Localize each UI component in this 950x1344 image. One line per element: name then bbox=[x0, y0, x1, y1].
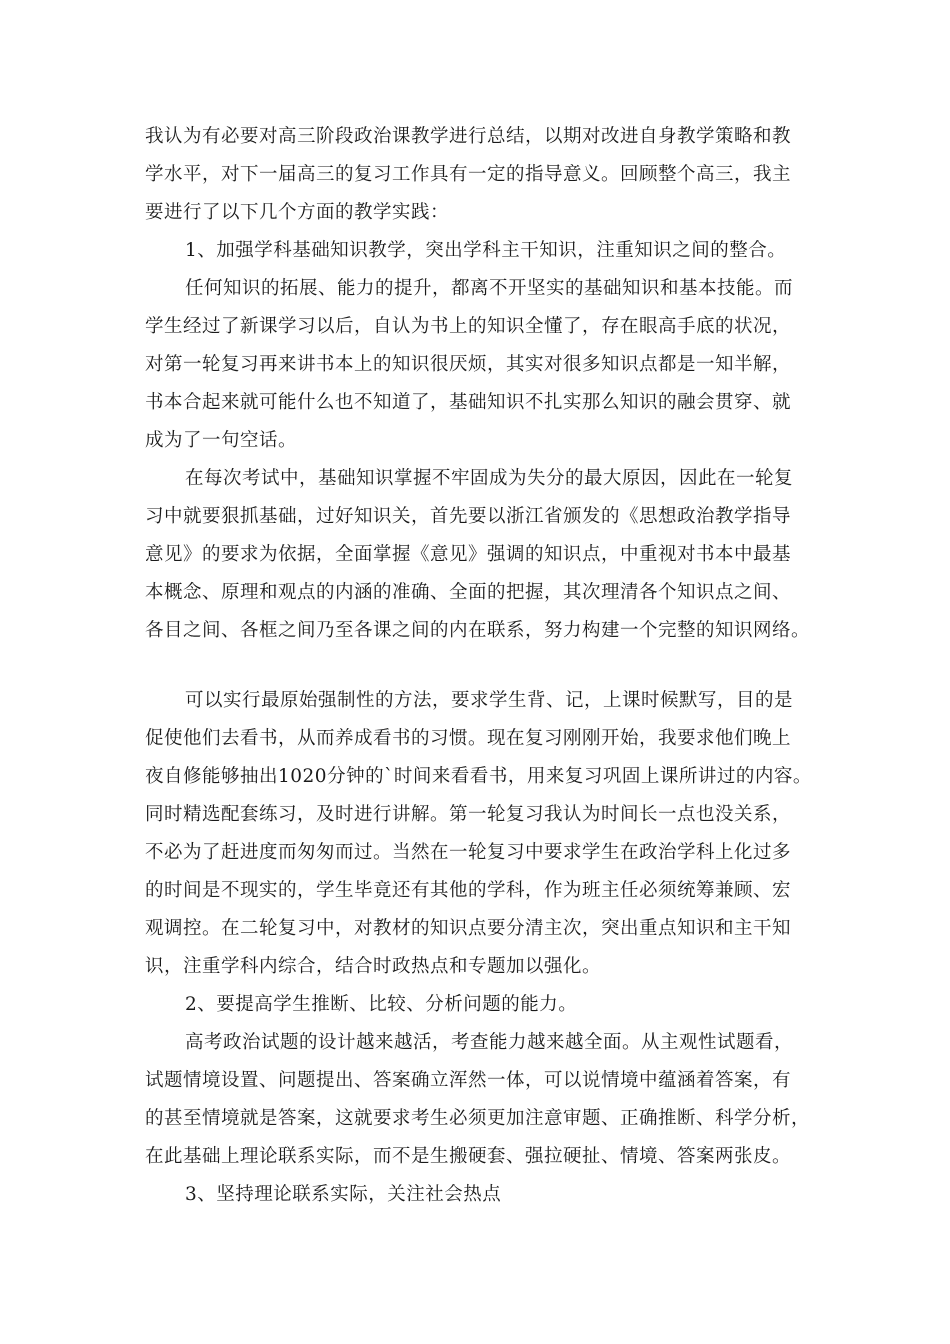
text-line: 的甚至情境就是答案，这就要求考生必须更加注意审题、正确推断、科学分析， bbox=[145, 1108, 811, 1129]
text-line: 夜自修能够抽出1020分钟的`时间来看看书，用来复习巩固上课所讲过的内容。 bbox=[145, 766, 812, 787]
text-line: 学生经过了新课学习以后，自认为书上的知识全懂了，存在眼高手底的状况， bbox=[145, 316, 792, 337]
text-line: 在每次考试中，基础知识掌握不牢固成为失分的最大原因，因此在一轮复 bbox=[185, 468, 794, 489]
text-line: 学水平，对下一届高三的复习工作具有一定的指导意义。回顾整个高三，我主 bbox=[145, 164, 792, 185]
text-line: 不必为了赶进度而匆匆而过。当然在一轮复习中要求学生在政治学科上化过多 bbox=[145, 842, 792, 863]
text-line: 本概念、原理和观点的内涵的准确、全面的把握，其次理清各个知识点之间、 bbox=[145, 582, 792, 603]
text-line: 的时间是不现实的，学生毕竟还有其他的学科，作为班主任必须统筹兼顾、宏 bbox=[145, 880, 792, 901]
text-line: 高考政治试题的设计越来越活，考查能力越来越全面。从主观性试题看， bbox=[185, 1032, 794, 1053]
text-line: 试题情境设置、问题提出、答案确立浑然一体，可以说情境中蕴涵着答案，有 bbox=[145, 1070, 792, 1091]
text-line: 意见》的要求为依据，全面掌握《意见》强调的知识点，中重视对书本中最基 bbox=[145, 544, 792, 565]
section-heading-1: 1、加强学科基础知识教学，突出学科主干知识，注重知识之间的整合。 bbox=[185, 240, 787, 261]
text-line: 识，注重学科内综合，结合时政热点和专题加以强化。 bbox=[145, 956, 602, 977]
text-line: 习中就要狠抓基础，过好知识关，首先要以浙江省颁发的《思想政治教学指导 bbox=[145, 506, 792, 527]
section-heading-3: 3、坚持理论联系实际，关注社会热点 bbox=[185, 1184, 502, 1205]
text-line: 可以实行最原始强制性的方法，要求学生背、记，上课时候默写，目的是 bbox=[185, 690, 794, 711]
text-line: 对第一轮复习再来讲书本上的知识很厌烦，其实对很多知识点都是一知半解， bbox=[145, 354, 792, 375]
text-line: 书本合起来就可能什么也不知道了，基础知识不扎实那么知识的融会贯穿、就 bbox=[145, 392, 792, 413]
text-line: 促使他们去看书，从而养成看书的习惯。现在复习刚刚开始，我要求他们晚上 bbox=[145, 728, 792, 749]
text-line: 我认为有必要对高三阶段政治课教学进行总结，以期对改进自身教学策略和教 bbox=[145, 126, 792, 147]
text-line: 观调控。在二轮复习中，对教材的知识点要分清主次，突出重点知识和主干知 bbox=[145, 918, 792, 939]
text-line: 同时精选配套练习，及时进行讲解。第一轮复习我认为时间长一点也没关系， bbox=[145, 804, 792, 825]
text-line: 要进行了以下几个方面的教学实践： bbox=[145, 202, 450, 223]
section-heading-2: 2、要提高学生推断、比较、分析问题的能力。 bbox=[185, 994, 578, 1015]
text-line: 任何知识的拓展、能力的提升，都离不开坚实的基础知识和基本技能。而 bbox=[185, 278, 794, 299]
text-line: 成为了一句空话。 bbox=[145, 430, 298, 451]
text-line: 在此基础上理论联系实际，而不是生搬硬套、强拉硬扯、情境、答案两张皮。 bbox=[145, 1146, 792, 1167]
text-line: 各目之间、各框之间乃至各课之间的内在联系，努力构建一个完整的知识网络。 bbox=[145, 620, 811, 641]
